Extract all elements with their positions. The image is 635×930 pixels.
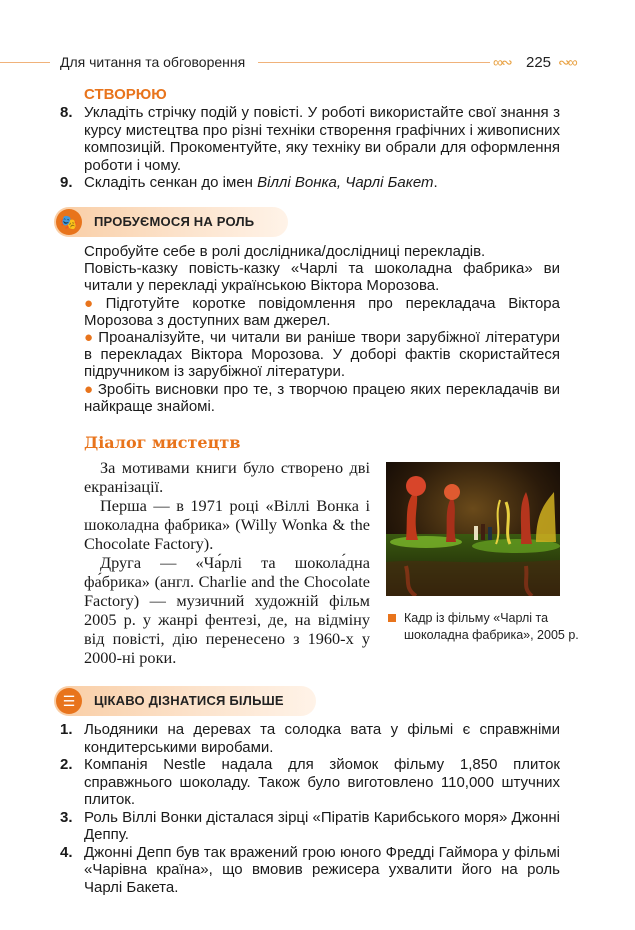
film-still-image (386, 462, 560, 596)
list-item (60, 104, 560, 174)
item-number: 9. (60, 174, 73, 191)
page-header (0, 52, 635, 72)
list-item (60, 174, 560, 192)
item-number: 8. (60, 104, 73, 121)
facts-section-banner (54, 686, 316, 716)
item-text: Укладіть стрічку подій у повісті. У роботі використайте свої знання з курсу мистецтва про різні техніки створення графічних і живописних композицій. Прокоментуйте, яку техніку ви обрали для оформлення роботи і чому. (84, 104, 560, 174)
list-item (60, 756, 560, 809)
role-heading: ПРОБУЄМОСЯ НА РОЛЬ (94, 214, 255, 229)
theater-masks-icon: 🎭 (56, 209, 82, 235)
bullet-dot-icon: ● (84, 380, 94, 398)
bullet-dot-icon: ● (84, 329, 95, 347)
facts-heading: ЦІКАВО ДІЗНАТИСЯ БІЛЬШЕ (94, 693, 284, 708)
paragraph: Друга — «Ча́рлі та шокола́дна фа́брика» (англ. Charlie and the Chocolate Factory) — музичний художній фільм 2005 р. у жанрі фентезі, де, на відміну від повісті, дію перенесено з 1960-х у 2000-ні роки. (84, 553, 370, 667)
item-number: 3. (60, 808, 73, 826)
role-section-banner (54, 207, 288, 237)
caption-text: Кадр із фільму «Чарлі та шоколадна фабрика», 2005 р. (404, 611, 579, 642)
item-number: 2. (60, 756, 73, 773)
section-title: Для читання та обговорення (60, 54, 246, 70)
bullet-item: ● Підготуйте коротке повідомлення про перекладача Віктора Морозова з доступних вам джерел. (84, 294, 560, 329)
swirl-ornament-icon: ∾∞ (558, 54, 576, 70)
header-rule-left (0, 62, 50, 63)
paragraph: Перша — в 1971 році «Віллі Вонка і шоколадна фабрика» (Willy Wonka & the Chocolate Factory). (84, 496, 370, 553)
dialog-body (84, 458, 370, 667)
item-number: 1. (60, 721, 73, 738)
paragraph: Спробуйте себе в ролі дослідника/дослідниці перекладів. (84, 243, 486, 260)
film-caption (388, 610, 588, 644)
character-names: Віллі Вонка, Чарлі Бакет (257, 174, 434, 191)
role-body (84, 243, 560, 415)
bullet-item: ● Зробіть висновки про те, з творчою працею яких перекладачів ви найкраще знайомі. (84, 380, 560, 415)
caption-marker-icon (388, 614, 396, 622)
book-stack-icon: ☰ (56, 688, 82, 714)
item-text: Складіть сенкан до імен Віллі Вонка, Чарлі Бакет. (84, 174, 438, 191)
bullet-dot-icon: ● (84, 294, 102, 312)
bullet-item: ● Проаналізуйте, чи читали ви раніше твори зарубіжної літератури в перекладах Віктора Морозова. У доборі фактів скористайтеся підручником із зарубіжної літератури. (84, 329, 560, 381)
list-item (60, 844, 560, 897)
paragraph: Повість-казку повість-казку «Чарлі та шоколадна фабрика» ви читали у перекладі українською Віктора Морозова. (84, 260, 560, 295)
item-text: Джонні Депп був так вражений грою юного Фредді Гаймора у фільмі «Чарівна країна», що вмовив режисера ухвалити його на роль Чарлі Бакета. (84, 843, 560, 896)
list-item (60, 721, 560, 756)
swirl-ornament-icon: ∞∾ (493, 54, 511, 70)
create-task-list (60, 104, 560, 192)
item-text: Роль Віллі Вонки дісталася зірці «Піратів Карибського моря» Джонні Деппу. (84, 808, 560, 843)
header-rule-middle (258, 62, 490, 63)
dialog-heading: Діалог мистецтв (84, 433, 241, 452)
list-item (60, 809, 560, 844)
item-text: Льодяники на деревах та солодка вата у фільмі є справжніми кондитерськими виробами. (84, 721, 560, 756)
page-number: 225 (526, 54, 552, 71)
facts-list (60, 721, 560, 896)
item-text: Компанія Nestle надала для зйомок фільму 1,850 плиток справжнього шоколаду. Також було виготовлено 110,000 штучних плиток. (84, 756, 560, 808)
create-heading: СТВОРЮЮ (84, 86, 167, 103)
item-number: 4. (60, 843, 73, 861)
paragraph: За мотивами книги було створено дві екранізації. (84, 458, 370, 496)
